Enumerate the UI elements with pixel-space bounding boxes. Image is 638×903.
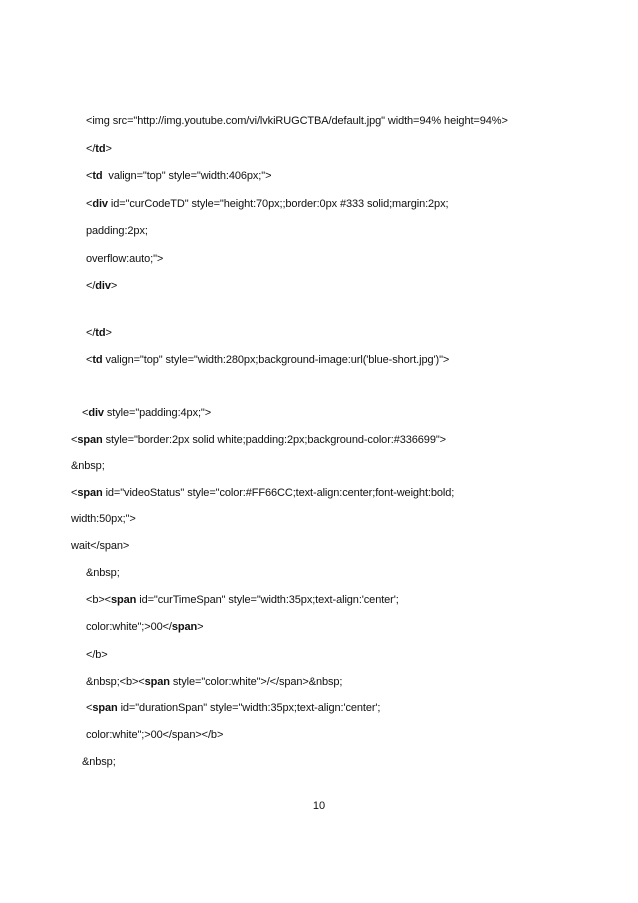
code-text: < <box>82 407 89 419</box>
code-tag-name: span <box>92 702 118 714</box>
code-line <box>86 224 148 238</box>
code-text: &nbsp; <box>71 460 105 472</box>
code-tag-name: div <box>95 280 111 292</box>
code-text: </ <box>86 280 96 292</box>
code-line <box>86 142 112 156</box>
code-text: </ <box>86 143 96 155</box>
code-text: < <box>71 434 78 446</box>
code-text: width:50px;"> <box>71 513 136 525</box>
code-text: id="curTimeSpan" style="width:35px;text-align:'center'; <box>136 594 399 606</box>
code-text: id="videoStatus" style="color:#FF66CC;text-align:center;font-weight:bold; <box>102 487 455 499</box>
code-text: <img src="http://img.youtube.com/vi/lvkiRUGCTBA/default.jpg" width=94% height=94%> <box>86 115 508 127</box>
code-tag-name: td <box>95 327 106 339</box>
code-tag-name: span <box>144 676 170 688</box>
code-line <box>86 169 271 183</box>
code-tag-name: div <box>92 198 108 210</box>
code-text: <b>< <box>86 594 111 606</box>
code-text: > <box>105 327 112 339</box>
code-tag-name: td <box>92 354 103 366</box>
code-line <box>71 539 129 553</box>
code-tag-name: td <box>92 170 103 182</box>
code-text: style="border:2px solid white;padding:2px;background-color:#336699"> <box>102 434 446 446</box>
code-text: > <box>197 621 204 633</box>
code-tag-name: td <box>95 143 106 155</box>
code-line <box>86 114 508 128</box>
code-text: valign="top" style="width:406px;"> <box>102 170 272 182</box>
code-line <box>86 675 342 689</box>
code-line <box>86 566 120 580</box>
page-number: 10 <box>312 800 326 812</box>
code-line <box>86 701 380 715</box>
code-tag-name: span <box>111 594 137 606</box>
code-text: &nbsp;<b>< <box>86 676 145 688</box>
code-line <box>86 326 112 340</box>
code-text: color:white";>00</ <box>86 621 172 633</box>
code-line <box>71 512 136 526</box>
code-line <box>82 755 116 769</box>
code-text: style="padding:4px;"> <box>103 407 212 419</box>
code-text: id="durationSpan" style="width:35px;text-align:'center'; <box>117 702 381 714</box>
code-text: < <box>86 198 93 210</box>
code-text: valign="top" style="width:280px;background-image:url('blue-short.jpg')"> <box>102 354 450 366</box>
code-line <box>86 728 223 742</box>
code-line <box>86 620 204 634</box>
code-line <box>82 406 211 420</box>
code-text: &nbsp; <box>82 756 116 768</box>
code-text: < <box>71 487 78 499</box>
code-line <box>86 252 163 266</box>
code-tag-name: div <box>88 407 104 419</box>
code-text: > <box>110 280 118 292</box>
code-text: wait</span> <box>71 540 130 552</box>
code-line <box>71 486 454 500</box>
code-text: padding:2px; <box>86 225 148 237</box>
code-line <box>86 593 399 607</box>
code-text: overflow:auto;"> <box>86 253 164 265</box>
code-text: color:white";>00</span></b> <box>86 729 224 741</box>
code-text: < <box>86 702 93 714</box>
code-line <box>86 279 117 293</box>
code-line <box>86 648 108 662</box>
code-line <box>71 433 446 447</box>
code-text: < <box>86 170 93 182</box>
code-text: &nbsp; <box>86 567 120 579</box>
code-text: id="curCodeTD" style="height:70px;;border:0px #333 solid;margin:2px; <box>107 198 449 210</box>
code-text: </b> <box>86 649 108 661</box>
code-tag-name: span <box>77 434 103 446</box>
code-line <box>86 197 448 211</box>
code-text: > <box>105 143 112 155</box>
code-text: </ <box>86 327 96 339</box>
code-tag-name: span <box>171 621 198 633</box>
code-line <box>71 459 105 473</box>
code-text: style="color:white">/</span>&nbsp; <box>169 676 343 688</box>
code-text: < <box>86 354 93 366</box>
code-tag-name: span <box>77 487 103 499</box>
code-line <box>86 353 449 367</box>
